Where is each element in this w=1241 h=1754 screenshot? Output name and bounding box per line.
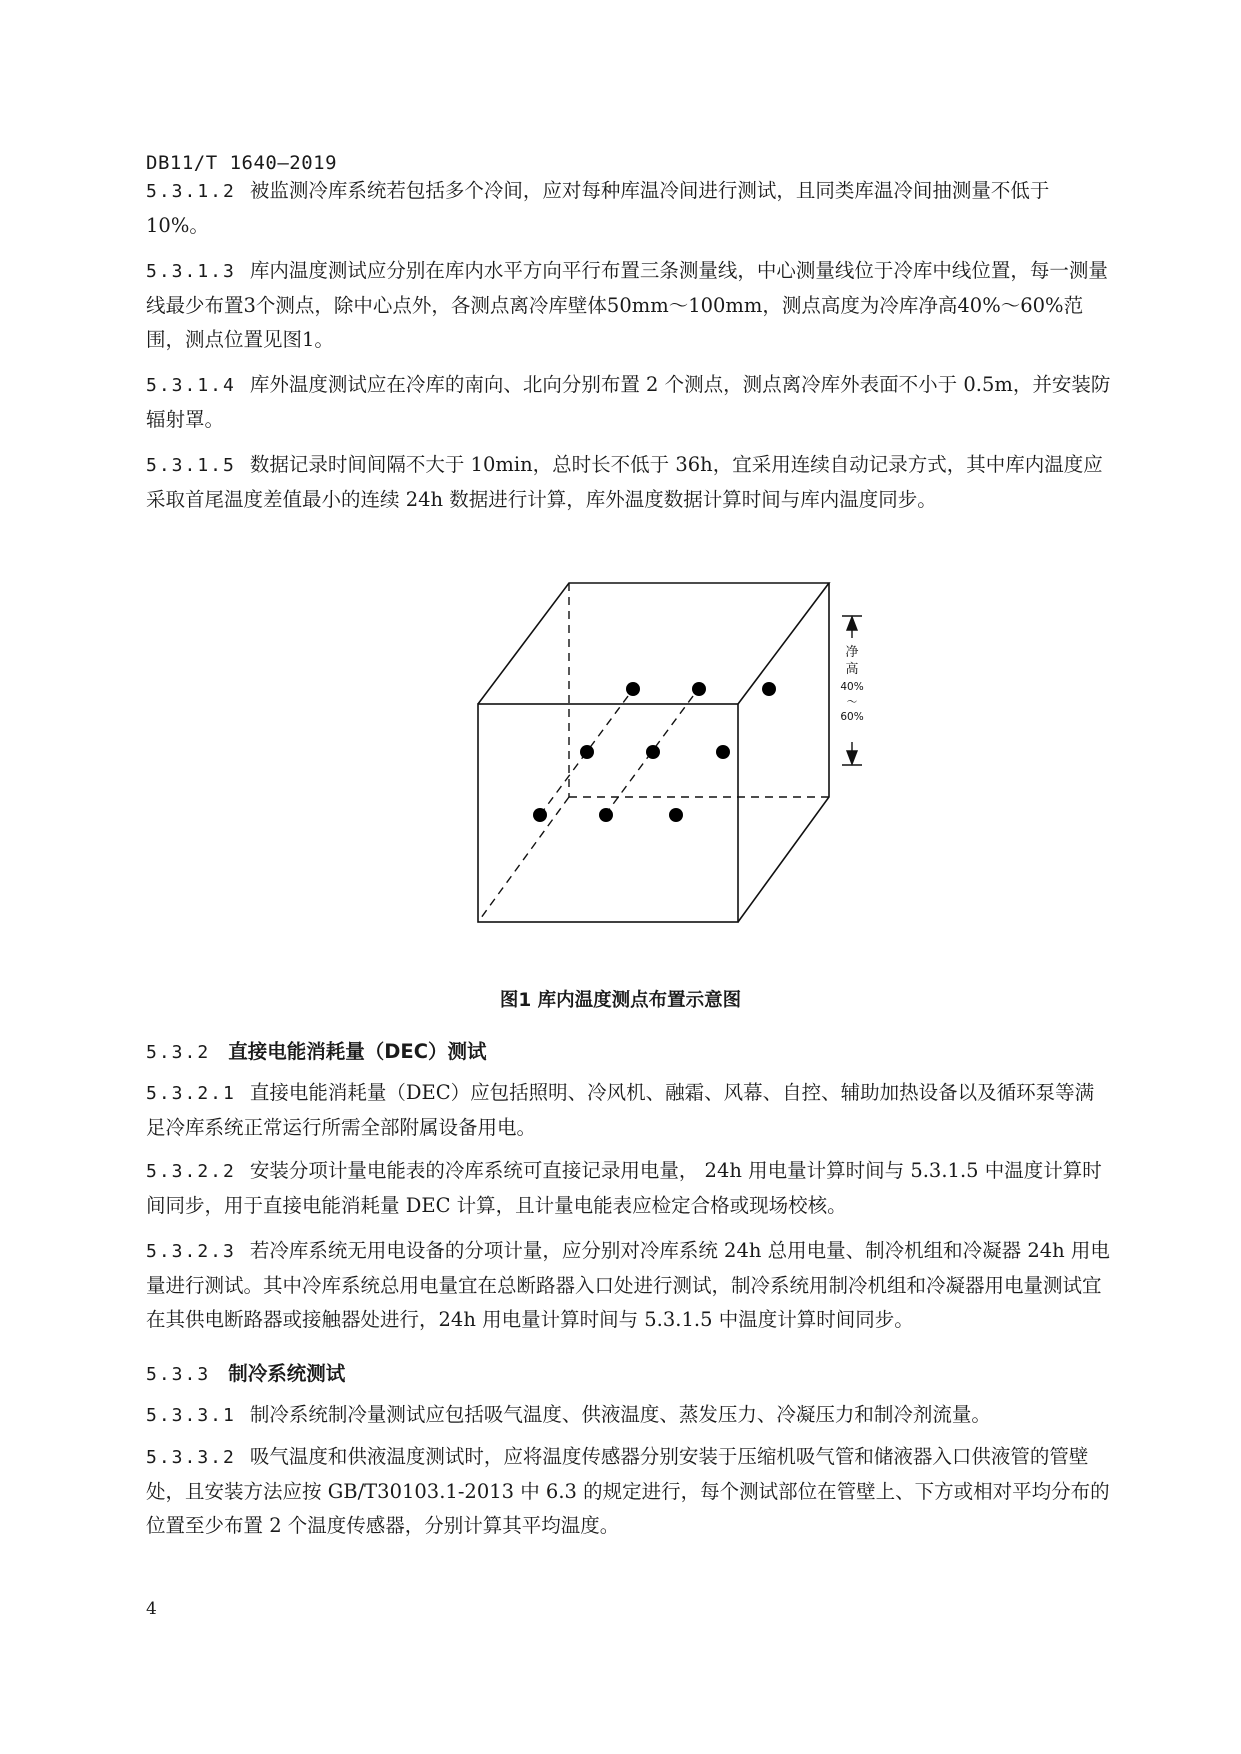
clause-5-3-2-3 xyxy=(146,1234,1112,1337)
clause-text: 安装分项计量电能表的冷库系统可直接记录用电量， 24h 用电量计算时间与 5.3.1.5 中温度计算时间同步，用于直接电能消耗量 DEC 计算，且计量电能表应检定合格或现场校核。 xyxy=(146,1159,1102,1217)
dimension-label-line: 高 xyxy=(845,662,859,677)
clause-5-3-2-2 xyxy=(146,1154,1112,1223)
page-number: 4 xyxy=(146,1599,157,1619)
dimension-label-line: ～ xyxy=(846,696,858,708)
measurement-point xyxy=(762,682,776,696)
arrow-up-icon xyxy=(847,617,857,630)
section-title: 制冷系统测试 xyxy=(228,1362,346,1385)
clause-5-3-2-1 xyxy=(146,1076,1112,1145)
clause-number: 5.3.2.2 xyxy=(146,1161,236,1182)
clause-number: 5.3.1.3 xyxy=(146,261,236,282)
measurement-point xyxy=(646,745,660,759)
clause-text: 吸气温度和供液温度测试时，应将温度传感器分别安装于压缩机吸气管和储液器入口供液管的管壁处，且安装方法应按 GB/T30103.1-2013 中 6.3 的规定进行，每个测试部位在管壁上、下方或相对平均分布的位置至少布置 2 个温度传感器，分别计算其平均温度。 xyxy=(146,1445,1110,1537)
standard-code: DB11/T 1640—2019 xyxy=(146,152,338,174)
clause-5-3-1-2 xyxy=(146,174,1112,243)
clause-5-3-1-4 xyxy=(146,368,1112,437)
section-heading-5-3-2 xyxy=(146,1036,487,1064)
clause-number: 5.3.1.4 xyxy=(146,375,236,396)
clause-number: 5.3.3.1 xyxy=(146,1405,236,1426)
clause-5-3-1-5 xyxy=(146,448,1112,517)
measurement-point xyxy=(580,745,594,759)
clause-number: 5.3.1.2 xyxy=(146,181,236,202)
section-title: 直接电能消耗量（DEC）测试 xyxy=(228,1040,487,1063)
clause-text: 直接电能消耗量（DEC）应包括照明、冷风机、融霜、风幕、自控、辅助加热设备以及循环泵等满足冷库系统正常运行所需全部附属设备用电。 xyxy=(146,1081,1095,1139)
figure-caption: 图1 库内温度测点布置示意图 xyxy=(499,990,742,1011)
dimension-label-line: 60% xyxy=(840,711,864,723)
clause-text: 数据记录时间间隔不大于 10min，总时长不低于 36h，宜采用连续自动记录方式，其中库内温度应采取首尾温度差值最小的连续 24h 数据进行计算，库外温度数据计算时间与库内温度同步。 xyxy=(146,453,1103,511)
measurement-point xyxy=(669,808,683,822)
clause-5-3-3-1 xyxy=(146,1398,1112,1433)
clause-text: 库外温度测试应在冷库的南向、北向分别布置 2 个测点，测点离冷库外表面不小于 0.5m，并安装防辐射罩。 xyxy=(146,373,1111,431)
clause-5-3-3-2 xyxy=(146,1440,1112,1543)
section-number: 5.3.3 xyxy=(146,1364,211,1385)
clause-text: 库内温度测试应分别在库内水平方向平行布置三条测量线，中心测量线位于冷库中线位置，每一测量线最少布置3个测点，除中心点外，各测点离冷库壁体50mm～100mm，测点高度为冷库净高40%～60%范围，测点位置见图1。 xyxy=(146,259,1108,351)
measurement-point xyxy=(716,745,730,759)
clause-number: 5.3.1.5 xyxy=(146,455,236,476)
section-number: 5.3.2 xyxy=(146,1042,211,1063)
measurement-point xyxy=(599,808,613,822)
cube-top-face xyxy=(478,583,829,704)
clause-number: 5.3.2.1 xyxy=(146,1083,236,1104)
measurement-point xyxy=(533,808,547,822)
arrow-down-icon xyxy=(847,751,857,764)
dimension-label-line: 净 xyxy=(845,645,859,660)
clause-text: 制冷系统制冷量测试应包括吸气温度、供液温度、蒸发压力、冷凝压力和制冷剂流量。 xyxy=(249,1403,991,1426)
clause-text: 若冷库系统无用电设备的分项计量，应分别对冷库系统 24h 总用电量、制冷机组和冷凝器 24h 用电量进行测试。其中冷库系统总用电量宜在总断路器入口处进行测试，制冷系统用制冷机组和冷凝器用电量测试宜在其供电断路器或接触器处进行，24h 用电量计算时间与 5.3.1.5 中温度计算时间同步。 xyxy=(146,1239,1110,1331)
measurement-point xyxy=(692,682,706,696)
section-heading-5-3-3 xyxy=(146,1358,345,1386)
cube-right-face xyxy=(738,583,829,922)
cold-storage-measurement-diagram xyxy=(460,570,880,940)
dimension-label-line: 40% xyxy=(840,681,864,693)
clause-number: 5.3.3.2 xyxy=(146,1447,236,1468)
clause-5-3-1-3 xyxy=(146,254,1112,357)
hidden-edge-diagonal xyxy=(478,797,569,922)
measurement-point xyxy=(626,682,640,696)
clause-text: 被监测冷库系统若包括多个冷间，应对每种库温冷间进行测试，且同类库温冷间抽测量不低于 10%。 xyxy=(146,179,1050,237)
clause-number: 5.3.2.3 xyxy=(146,1241,236,1262)
